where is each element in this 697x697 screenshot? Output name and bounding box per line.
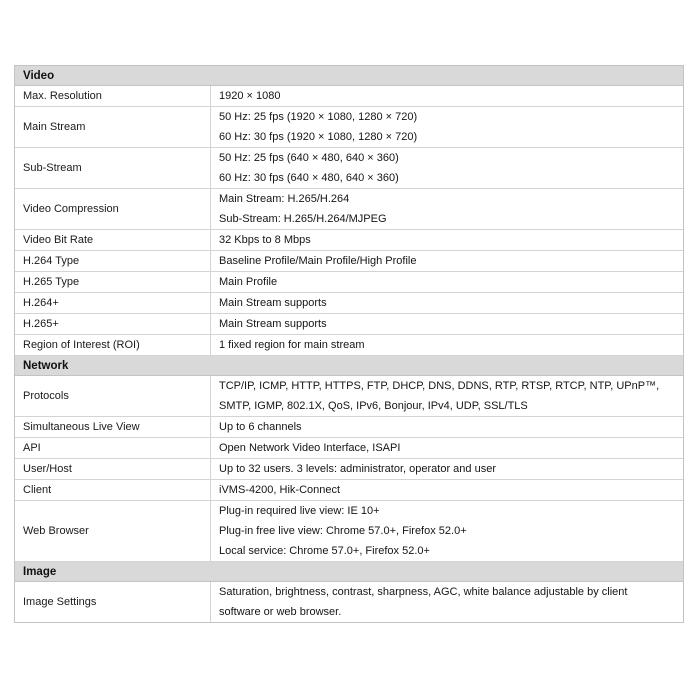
spec-row — [15, 189, 683, 230]
row-value-line: 1 fixed region for main stream — [219, 339, 365, 351]
row-value-line: Main Profile — [219, 276, 278, 288]
row-value-line: 60 Hz: 30 fps (640 × 480, 640 × 360) — [219, 172, 399, 184]
row-value — [210, 148, 683, 188]
row-value-line: Main Stream: H.265/H.264 — [219, 193, 350, 205]
row-value — [210, 314, 683, 334]
spec-row — [15, 251, 683, 272]
row-label: Protocols — [23, 390, 69, 402]
row-label: Main Stream — [23, 121, 86, 133]
row-value-line: Plug-in free live view: Chrome 57.0+, Firefox 52.0+ — [219, 525, 467, 537]
row-value-line: Sub-Stream: H.265/H.264/MJPEG — [219, 213, 387, 225]
row-value — [210, 107, 683, 147]
row-value-line: Open Network Video Interface, ISAPI — [219, 442, 401, 454]
row-value — [210, 189, 683, 229]
section-header-network: Network — [15, 356, 683, 376]
row-value — [210, 480, 683, 500]
spec-row — [15, 459, 683, 480]
spec-row — [15, 582, 683, 622]
row-value — [210, 230, 683, 250]
row-value — [210, 376, 683, 416]
row-value — [210, 459, 683, 479]
row-value — [210, 335, 683, 355]
row-value-line: TCP/IP, ICMP, HTTP, HTTPS, FTP, DHCP, DNS, DDNS, RTP, RTSP, RTCP, NTP, UPnP™, — [219, 380, 660, 392]
spec-row — [15, 417, 683, 438]
row-value — [210, 501, 683, 561]
row-label: Web Browser — [23, 525, 89, 537]
row-label: API — [23, 442, 41, 454]
row-label: User/Host — [23, 463, 72, 475]
spec-row — [15, 86, 683, 107]
row-label: Sub-Stream — [23, 162, 82, 174]
spec-row — [15, 501, 683, 562]
row-value-line: iVMS-4200, Hik-Connect — [219, 484, 341, 496]
spec-table — [14, 65, 684, 623]
row-value-line: Baseline Profile/Main Profile/High Profile — [219, 255, 417, 267]
row-value-line: Main Stream supports — [219, 297, 327, 309]
row-value-line: Plug-in required live view: IE 10+ — [219, 505, 380, 517]
row-value — [210, 293, 683, 313]
row-label: Region of Interest (ROI) — [23, 339, 140, 351]
row-label: Image Settings — [23, 596, 97, 608]
row-value-line: 60 Hz: 30 fps (1920 × 1080, 1280 × 720) — [219, 131, 418, 143]
spec-row — [15, 438, 683, 459]
spec-row — [15, 148, 683, 189]
section-header-image: Image — [15, 562, 683, 582]
row-value-line: SMTP, IGMP, 802.1X, QoS, IPv6, Bonjour, IPv4, UDP, SSL/TLS — [219, 400, 528, 412]
spec-row — [15, 376, 683, 417]
row-value-line: Local service: Chrome 57.0+, Firefox 52.0+ — [219, 545, 430, 557]
section-header-video: Video — [15, 66, 683, 86]
spec-row — [15, 230, 683, 251]
row-label: Simultaneous Live View — [23, 421, 140, 433]
row-value — [210, 86, 683, 106]
row-value-line: 1920 × 1080 — [219, 90, 281, 102]
row-value-line: Saturation, brightness, contrast, sharpness, AGC, white balance adjustable by client — [219, 586, 628, 598]
row-value-line: Up to 32 users. 3 levels: administrator, operator and user — [219, 463, 496, 475]
row-label: H.264 Type — [23, 255, 80, 267]
row-value — [210, 438, 683, 458]
row-value — [210, 417, 683, 437]
spec-row — [15, 314, 683, 335]
row-value — [210, 582, 683, 622]
row-label: Max. Resolution — [23, 90, 102, 102]
spec-row — [15, 480, 683, 501]
row-value — [210, 251, 683, 271]
row-label: Video Compression — [23, 203, 119, 215]
row-value-line: 50 Hz: 25 fps (640 × 480, 640 × 360) — [219, 152, 399, 164]
row-label: H.264+ — [23, 297, 59, 309]
row-value-line: Up to 6 channels — [219, 421, 302, 433]
spec-row — [15, 107, 683, 148]
row-value — [210, 272, 683, 292]
row-value-line: software or web browser. — [219, 606, 342, 618]
spec-row — [15, 335, 683, 356]
row-label: H.265+ — [23, 318, 59, 330]
row-value-line: 50 Hz: 25 fps (1920 × 1080, 1280 × 720) — [219, 111, 418, 123]
row-value-line: 32 Kbps to 8 Mbps — [219, 234, 311, 246]
spec-row — [15, 293, 683, 314]
row-label: Video Bit Rate — [23, 234, 94, 246]
row-value-line: Main Stream supports — [219, 318, 327, 330]
spec-row — [15, 272, 683, 293]
row-label: H.265 Type — [23, 276, 80, 288]
row-label: Client — [23, 484, 52, 496]
